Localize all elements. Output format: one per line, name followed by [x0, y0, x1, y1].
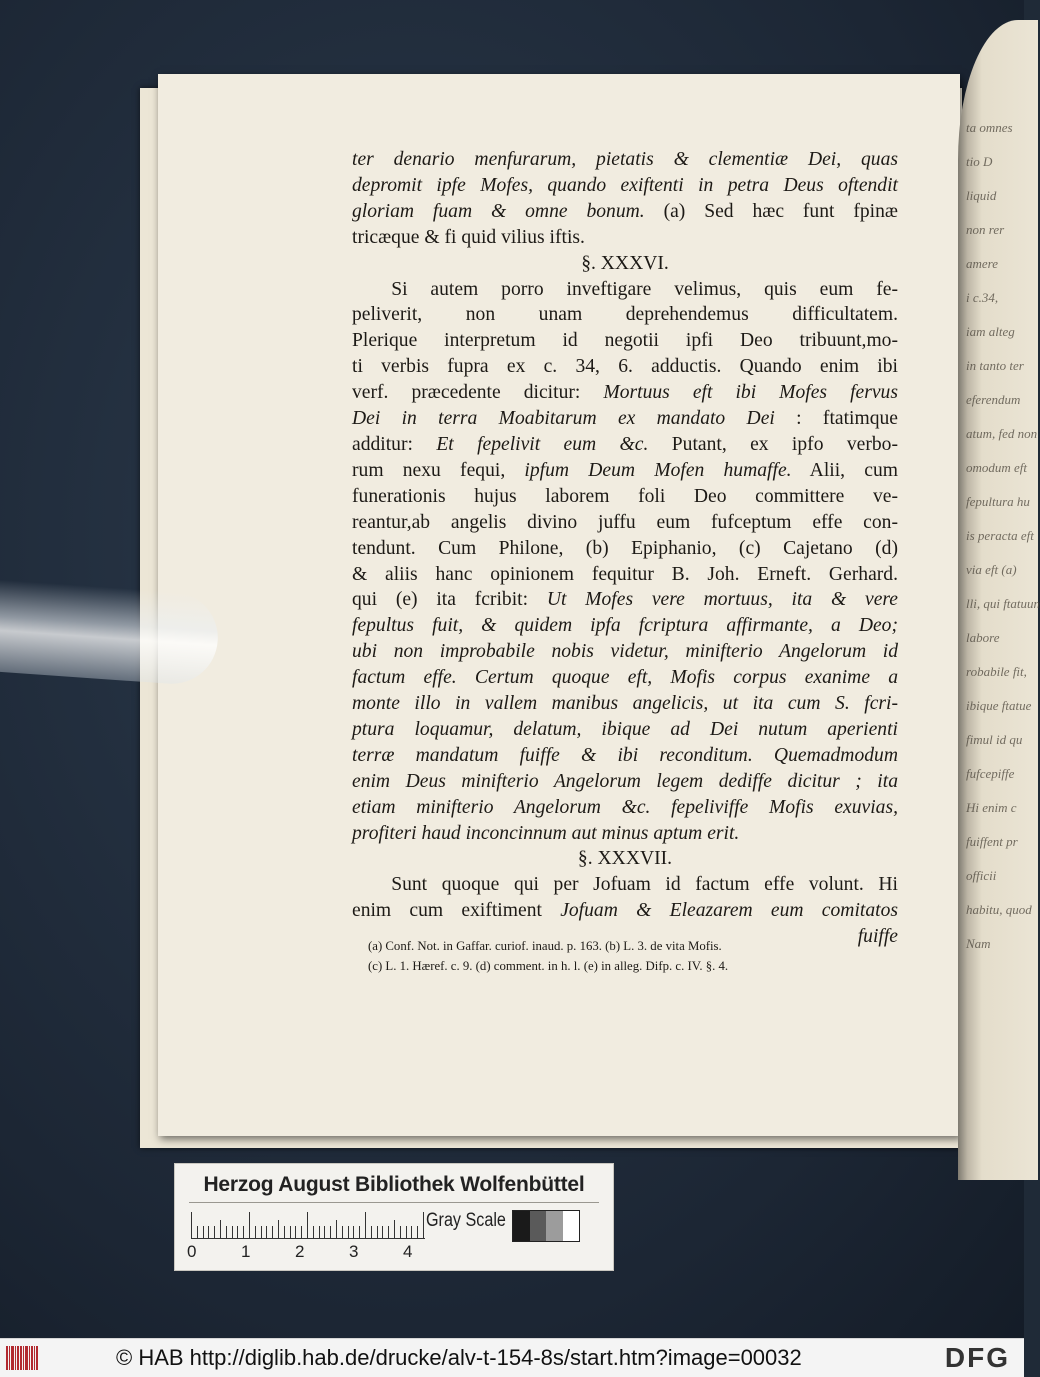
ruler-tick [348, 1226, 349, 1238]
roman-text: Sunt quoque qui per Jofuam id factum effe volunt. Hi [352, 874, 898, 896]
ruler-tick [249, 1212, 250, 1238]
ruler-tick [388, 1226, 389, 1238]
page-text-block [352, 147, 898, 950]
ruler-tick [232, 1226, 233, 1238]
facing-page-fragment: fufcepiffe [966, 766, 1015, 781]
gray-scale-swatches [512, 1210, 580, 1242]
ruler-scale [191, 1210, 425, 1239]
roman-text: : ftatimque [774, 408, 899, 430]
roman-text: Plerique interpretum id negotii ipfi Deo tribuunt,mo- [352, 330, 898, 352]
card-divider [189, 1202, 599, 1203]
text-line [352, 872, 898, 898]
facing-page-fragment: Hi enim c [966, 800, 1017, 815]
italic-text: Ut Mofes vere mortuus, ita & vere [546, 589, 899, 611]
ruler-tick [319, 1226, 320, 1238]
ruler-tick [371, 1226, 372, 1238]
italic-text: monte illo in vallem manibus angelicis, ut ita cum S. fcri- [352, 693, 898, 715]
roman-text: & aliis hanc opinionem fequitur B. Joh. Erneft. Gerhard. [352, 563, 898, 585]
gray-swatch [513, 1211, 530, 1241]
ruler-number: 1 [241, 1242, 251, 1261]
roman-text: peliverit, non unam deprehendemus difficultatem. [352, 304, 898, 326]
facing-page-fragment: tio D [966, 154, 993, 169]
roman-text: enim cum exiftiment [352, 900, 561, 922]
ruler-tick [226, 1226, 227, 1238]
barcode-icon [6, 1346, 48, 1370]
ruler-tick [330, 1226, 331, 1238]
roman-text: tricæque & fi quid vilius iftis. [352, 226, 585, 248]
text-line [352, 587, 898, 613]
ruler-tick [359, 1226, 360, 1238]
facing-page-fragment: ta omnes [966, 120, 1013, 135]
ruler-tick [255, 1226, 256, 1238]
text-line [352, 898, 898, 924]
italic-text: profiteri haud inconcinnum aut minus aptum erit. [352, 822, 740, 844]
ruler-tick [307, 1212, 308, 1238]
italic-text: gloriam fuam & omne bonum. [352, 200, 645, 222]
roman-text: rum nexu fequi, [352, 459, 525, 481]
ruler-tick [266, 1226, 267, 1238]
ruler-tick [324, 1226, 325, 1238]
italic-text: ipfum Deum Mofen humaffe. [524, 459, 792, 481]
facing-page-fragment: in tanto ter [966, 358, 1024, 373]
text-line [352, 639, 898, 665]
text-line [352, 354, 898, 380]
italic-text: ptura loquamur, delatum, ibique ad Dei nutum aperienti [352, 718, 898, 740]
source-url-text[interactable]: © HAB http://diglib.hab.de/drucke/alv-t-154-8s/start.htm?image=00032 [116, 1345, 802, 1370]
ruler-tick [237, 1226, 238, 1238]
facing-page-fragment: is peracta eft [966, 528, 1034, 543]
text-line [352, 199, 898, 225]
footnotes [368, 936, 888, 976]
text-line [352, 743, 898, 769]
roman-text: (a) Sed hæc funt fpinæ [644, 200, 898, 222]
roman-text: §. XXXVI. [581, 252, 669, 274]
text-line [352, 147, 898, 173]
roman-text: Si autem porro inveftigare velimus, quis eum fe- [352, 278, 898, 300]
text-line [352, 510, 898, 536]
italic-text: Et fepelivit eum &c. [436, 433, 649, 455]
ruler-tick [394, 1220, 395, 1238]
text-line [352, 821, 898, 847]
ruler-tick [272, 1226, 273, 1238]
facing-page-fragment: ibique ftatue [966, 698, 1032, 713]
text-line [352, 328, 898, 354]
ruler-tick [417, 1226, 418, 1238]
text-line [352, 717, 898, 743]
roman-text: reantur,ab angelis divino juffu eum fufceptum effe con- [352, 511, 898, 533]
facing-page-fragment: non rer [966, 222, 1005, 237]
viewer-footer [0, 1338, 1024, 1377]
ruler-tick [197, 1226, 198, 1238]
ruler-tick [261, 1226, 262, 1238]
facing-page-fragment: habitu, quod [966, 902, 1032, 917]
text-line [352, 380, 898, 406]
facing-page-fragment: iam alteg [966, 324, 1015, 339]
facing-page-fragment: labore [966, 630, 1000, 645]
ruler-tick [377, 1226, 378, 1238]
ruler-tick [406, 1226, 407, 1238]
italic-text: enim Deus minifterio Angelorum legem dediffe dicitur ; ita [352, 770, 898, 792]
ruler-tick [208, 1226, 209, 1238]
ruler-tick [284, 1226, 285, 1238]
footnote-line: (c) L. 1. Hæref. c. 9. (d) comment. in h. l. (e) in alleg. Difp. c. IV. §. 4. [368, 959, 729, 973]
gray-swatch [530, 1211, 547, 1241]
text-line [352, 225, 898, 251]
text-line [352, 846, 898, 872]
facing-page-fragment: officii [966, 868, 997, 883]
text-line [352, 665, 898, 691]
italic-text: Jofuam & Eleazarem eum comitatos [560, 900, 898, 922]
ruler-tick [278, 1220, 279, 1238]
ruler-tick [342, 1226, 343, 1238]
italic-text: fepultus fuit, & quidem ipfa fcriptura affirmante, a Deo; [352, 615, 898, 637]
italic-text: Mortuus eft ibi Mofes fervus [603, 382, 898, 404]
ruler-number: 4 [403, 1242, 413, 1261]
text-line [352, 432, 898, 458]
ruler-tick [295, 1226, 296, 1238]
text-line [352, 302, 898, 328]
ruler-tick [365, 1212, 366, 1238]
ruler-tick [301, 1226, 302, 1238]
text-line [352, 277, 898, 303]
ruler-tick [382, 1226, 383, 1238]
roman-text: qui (e) ita fcribit: [352, 589, 547, 611]
italic-text: Dei in terra Moabitarum ex mandato Dei [352, 408, 775, 430]
library-name: Herzog August Bibliothek Wolfenbüttel [203, 1173, 585, 1196]
ruler-number: 3 [349, 1242, 359, 1261]
italic-text: ubi non improbabile nobis videtur, minifterio Angelorum id [352, 641, 898, 663]
roman-text: tendunt. Cum Philone, (b) Epiphanio, (c) Cajetano (d) [352, 537, 898, 559]
italic-text: fuiffe [857, 926, 898, 948]
roman-text: funerationis hujus laborem foli Deo committere ve- [352, 485, 898, 507]
dfg-logo: DFG [944, 1342, 1010, 1373]
text-line [352, 795, 898, 821]
roman-text: Putant, ex ipfo verbo- [648, 433, 898, 455]
text-line [352, 562, 898, 588]
text-line [352, 769, 898, 795]
gray-swatch [563, 1211, 580, 1241]
gray-scale-label: Gray Scale [426, 1210, 506, 1231]
facing-page-fragment: fuiffent pr [966, 834, 1018, 849]
italic-text: ter denario menfurarum, pietatis & clementiæ Dei, quas [352, 149, 898, 170]
facing-page-fragment: liquid [966, 188, 997, 203]
footnote-line: (a) Conf. Not. in Gaffar. curiof. inaud. p. 163. (b) L. 3. de vita Mofis. [368, 939, 722, 953]
facing-page-fragment: atum, fed non [966, 426, 1038, 441]
text-line [352, 484, 898, 510]
ruler-tick [290, 1226, 291, 1238]
facing-page-fragment: eferendum [966, 392, 1021, 407]
facing-page-fragment: omodum eft [966, 460, 1028, 475]
text-line [352, 173, 898, 199]
gray-swatch [546, 1211, 563, 1241]
facing-page-fragment: amere [966, 256, 999, 271]
italic-text: terræ mandatum fuiffe & ibi reconditum. Quemadmodum [352, 744, 898, 766]
ruler-tick [313, 1226, 314, 1238]
ruler-tick [214, 1226, 215, 1238]
text-line [352, 613, 898, 639]
ruler-tick [336, 1220, 337, 1238]
ruler-tick [203, 1226, 204, 1238]
ruler-tick [220, 1220, 221, 1238]
roman-text: §. XXXVII. [577, 848, 673, 870]
text-line [352, 536, 898, 562]
roman-text: additur: [352, 433, 437, 455]
ruler-tick [400, 1226, 401, 1238]
facing-page-fragment: i c.34, [966, 290, 999, 305]
facing-page-fragment: fimul id qu [966, 732, 1023, 747]
ruler-number: 2 [295, 1242, 305, 1261]
roman-text: Alii, cum [791, 459, 898, 481]
ruler-tick [423, 1212, 424, 1238]
facing-page-edge [958, 20, 1038, 1180]
ruler-tick [191, 1212, 192, 1238]
ruler-number: 0 [187, 1242, 197, 1261]
italic-text: factum effe. Certum quoque eft, Mofis corpus exanime a [352, 667, 898, 689]
roman-text: verf. præcedente dicitur: [352, 382, 604, 404]
text-line [352, 691, 898, 717]
text-line [352, 406, 898, 432]
facing-page-fragment: fepultura hu [966, 494, 1030, 509]
library-color-card [174, 1163, 614, 1271]
text-line [352, 251, 898, 277]
ruler-tick [353, 1226, 354, 1238]
ruler-tick [243, 1226, 244, 1238]
text-line [352, 458, 898, 484]
italic-text: depromit ipfe Mofes, quando exiftenti in petra Deus oftendit [352, 174, 898, 196]
roman-text: ti verbis fupra ex c. 34, 6. adductis. Quando enim ibi [352, 356, 898, 378]
facing-page-fragment: robabile fit, [966, 664, 1027, 679]
italic-text: etiam minifterio Angelorum &c. fepeliviffe Mofis exuvias, [352, 796, 898, 818]
facing-page-fragment: via eft (a) [966, 562, 1017, 577]
facing-page-fragment: lli, qui ftatuun [966, 596, 1040, 611]
ruler-tick [411, 1226, 412, 1238]
facing-page-fragment: Nam [966, 936, 991, 951]
